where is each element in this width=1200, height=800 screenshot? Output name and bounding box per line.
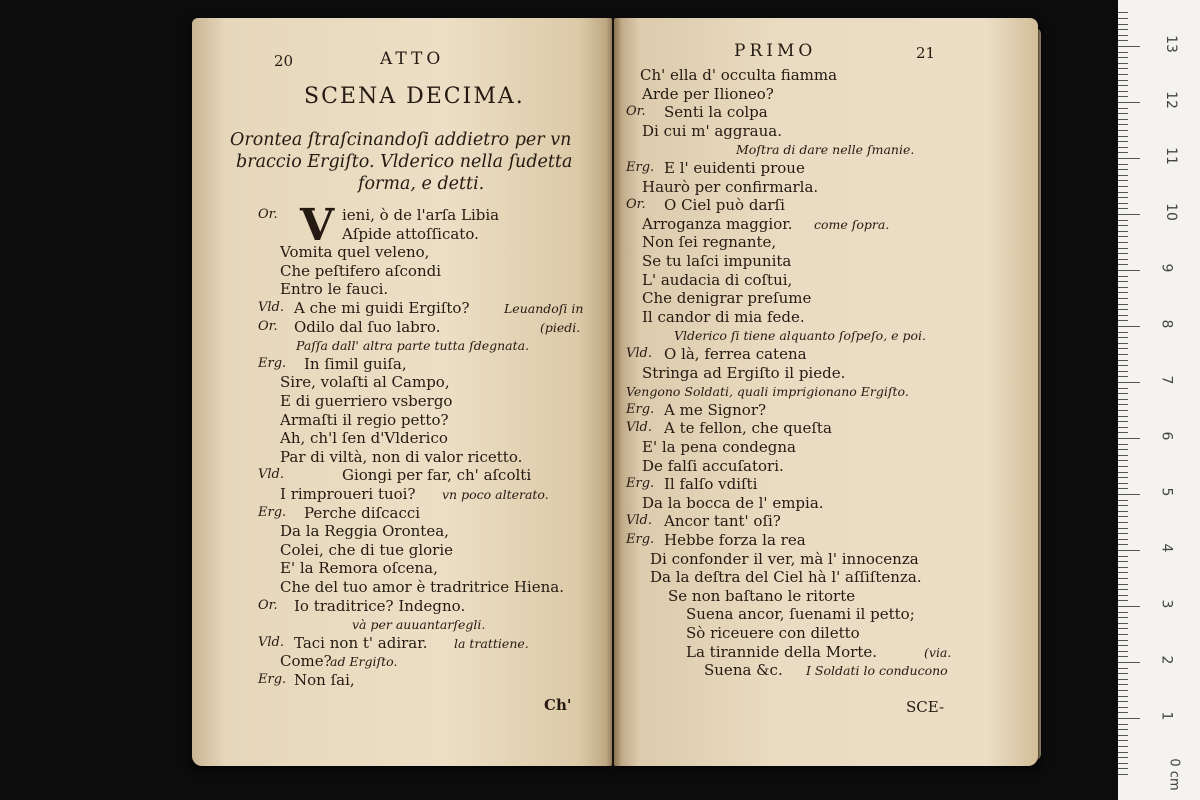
- rubric-line: braccio Ergiſto. Vlderico nella ſudetta: [236, 152, 573, 172]
- open-book: [192, 18, 1040, 766]
- ruler-number: 1: [1158, 711, 1175, 721]
- ruler-minor-tick: [1118, 684, 1128, 685]
- ruler-minor-tick: [1118, 466, 1128, 467]
- ruler-number: 9: [1158, 263, 1175, 273]
- ruler-minor-tick: [1118, 192, 1128, 193]
- speaker-label: Vld.: [258, 467, 284, 483]
- verse-line: Aſpide attoſſicato.: [342, 224, 479, 243]
- drop-cap: V: [300, 200, 335, 251]
- ruler-minor-tick: [1118, 768, 1128, 769]
- page-number-left: 20: [274, 52, 294, 70]
- speaker-label: Or.: [258, 318, 278, 334]
- stage-direction: và per auuantarſegli.: [352, 617, 486, 633]
- ruler-unit-label: 0 cm: [1166, 758, 1182, 791]
- verse-line: A te fellon, che queſta: [664, 419, 832, 438]
- verse-line: La tirannide della Morte.: [686, 642, 877, 661]
- verse-line: Suena ancor, ſuenami il petto;: [686, 605, 915, 624]
- ruler-minor-tick: [1118, 421, 1128, 422]
- ruler-minor-tick: [1118, 343, 1128, 344]
- verse-line: Il falſo vdiſti: [664, 475, 758, 494]
- verse-line: Hebbe forza la rea: [664, 531, 806, 549]
- verse-line: Da la deſtra del Ciel hà l' aſſiſtenza.: [650, 568, 922, 587]
- ruler-minor-tick: [1118, 102, 1128, 103]
- ruler-minor-tick: [1118, 606, 1128, 607]
- ruler-minor-tick: [1118, 410, 1128, 411]
- ruler-number: 7: [1158, 375, 1175, 385]
- ruler-number: 13: [1162, 35, 1179, 53]
- verse-line: Arde per Ilioneo?: [642, 84, 774, 103]
- ruler-minor-tick: [1118, 656, 1128, 657]
- speaker-label: Or.: [258, 597, 278, 613]
- ruler-minor-tick: [1118, 640, 1128, 641]
- ruler-minor-tick: [1118, 337, 1128, 338]
- verse-line: A me Signor?: [664, 400, 767, 419]
- ruler-minor-tick: [1118, 651, 1128, 652]
- ruler-minor-tick: [1118, 276, 1128, 277]
- ruler-minor-tick: [1118, 214, 1128, 215]
- page-number-right: 21: [916, 44, 936, 62]
- ruler-minor-tick: [1118, 494, 1128, 495]
- ruler-minor-tick: [1118, 634, 1128, 635]
- ruler-minor-tick: [1118, 589, 1128, 590]
- catchword-right: SCE-: [906, 698, 945, 716]
- ruler-minor-tick: [1118, 690, 1128, 691]
- ruler-minor-tick: [1118, 96, 1128, 97]
- verse-line: Ch' ella d' occulta fiamma: [640, 66, 838, 84]
- ruler-minor-tick: [1118, 270, 1128, 271]
- ruler-number: 12: [1162, 91, 1179, 109]
- catchword-left: Ch': [544, 696, 572, 714]
- ruler-minor-tick: [1118, 108, 1128, 109]
- running-head-left: ATTO: [380, 49, 445, 69]
- ruler-minor-tick: [1118, 225, 1128, 226]
- ruler-number: 5: [1158, 487, 1175, 497]
- ruler-minor-tick: [1118, 757, 1128, 758]
- verse-line: Colei, che di tue glorie: [280, 540, 453, 559]
- ruler-minor-tick: [1118, 516, 1128, 517]
- ruler-minor-tick: [1118, 544, 1128, 545]
- ruler-minor-tick: [1118, 388, 1128, 389]
- speaker-label: Erg.: [626, 476, 655, 492]
- verse-line: Che peſtifero aſcondi: [280, 261, 442, 280]
- ruler-minor-tick: [1118, 371, 1128, 372]
- ruler-minor-tick: [1118, 623, 1128, 624]
- ruler-minor-tick: [1118, 141, 1128, 142]
- speaker-label: Erg.: [626, 160, 655, 175]
- verse-line: De falſi accuſatori.: [642, 456, 784, 475]
- stage-direction: Leuandoſi in: [504, 301, 584, 316]
- verse-line: Da la bocca de l' empia.: [642, 493, 824, 512]
- verse-line: Arroganza maggior.: [642, 214, 793, 233]
- ruler-minor-tick: [1118, 24, 1128, 25]
- ruler-minor-tick: [1118, 528, 1128, 529]
- verse-line: Giongi per far, ch' aſcolti: [342, 466, 532, 485]
- speaker-label: Erg.: [626, 532, 655, 547]
- verse-line: Non ſei regnante,: [642, 233, 777, 252]
- ruler-minor-tick: [1118, 612, 1128, 613]
- ruler-minor-tick: [1118, 416, 1128, 417]
- verse-line: Senti la colpa: [664, 103, 768, 122]
- ruler-minor-tick: [1118, 169, 1128, 170]
- ruler-minor-tick: [1118, 505, 1128, 506]
- ruler-minor-tick: [1118, 556, 1128, 557]
- speaker-label: Or.: [626, 197, 646, 213]
- ruler-minor-tick: [1118, 432, 1128, 433]
- stage-direction: (piedi.: [540, 319, 581, 335]
- speaker-label: Vld.: [258, 300, 284, 315]
- speaker-label: Vld.: [626, 513, 652, 529]
- verse-line: E di guerriero vsbergo: [280, 392, 453, 410]
- ruler-minor-tick: [1118, 253, 1128, 254]
- verse-line: Vomita quel veleno,: [280, 243, 430, 262]
- stage-direction: vn poco alterato.: [442, 487, 549, 502]
- ruler-number: 2: [1158, 655, 1175, 665]
- ruler-minor-tick: [1118, 483, 1128, 484]
- verse-line: Entro le fauci.: [280, 280, 389, 299]
- ruler-minor-tick: [1118, 399, 1128, 400]
- ruler-minor-tick: [1118, 724, 1128, 725]
- ruler-minor-tick: [1118, 696, 1128, 697]
- ruler-number: 4: [1158, 543, 1175, 553]
- ruler-minor-tick: [1118, 729, 1128, 730]
- verse-line: Taci non t' adirar.: [294, 633, 428, 652]
- speaker-label: Vld.: [626, 346, 652, 361]
- verse-line: Se non baſtano le ritorte: [668, 586, 856, 605]
- ruler-minor-tick: [1118, 561, 1128, 562]
- ruler-minor-tick: [1118, 248, 1128, 249]
- ruler-minor-tick: [1118, 326, 1128, 327]
- ruler-minor-tick: [1118, 113, 1128, 114]
- verse-line: Da la Reggia Orontea,: [280, 522, 449, 541]
- ruler-minor-tick: [1118, 29, 1128, 30]
- ruler-minor-tick: [1118, 712, 1128, 713]
- ruler-minor-tick: [1118, 18, 1128, 19]
- ruler-minor-tick: [1118, 740, 1128, 741]
- ruler-minor-tick: [1118, 449, 1128, 450]
- ruler-minor-tick: [1118, 91, 1128, 92]
- ruler-minor-tick: [1118, 348, 1128, 349]
- speaker-label: Vld.: [258, 634, 284, 650]
- verse-line: Sò riceuere con diletto: [686, 624, 860, 642]
- measuring-ruler: [1118, 0, 1200, 800]
- ruler-minor-tick: [1118, 203, 1128, 204]
- ruler-minor-tick: [1118, 332, 1128, 333]
- ruler-minor-tick: [1118, 752, 1128, 753]
- ruler-minor-tick: [1118, 578, 1128, 579]
- verse-line: Perche diſcacci: [304, 503, 421, 522]
- ruler-minor-tick: [1118, 304, 1128, 305]
- ruler-minor-tick: [1118, 572, 1128, 573]
- ruler-minor-tick: [1118, 186, 1128, 187]
- ruler-minor-tick: [1118, 393, 1128, 394]
- ruler-minor-tick: [1118, 522, 1128, 523]
- ruler-minor-tick: [1118, 315, 1128, 316]
- verse-line: Io traditrice? Indegno.: [294, 596, 466, 615]
- verse-line: Come?: [280, 652, 332, 671]
- ruler-number: 10: [1162, 203, 1179, 221]
- ruler-minor-tick: [1118, 309, 1128, 310]
- speaker-label: Vld.: [626, 420, 652, 436]
- ruler-minor-tick: [1118, 427, 1128, 428]
- ruler-minor-tick: [1118, 287, 1128, 288]
- stage-direction: Vlderico ſi tiene alquanto ſoſpeſo, e poi.: [674, 328, 927, 344]
- ruler-minor-tick: [1118, 152, 1128, 153]
- verse-line: Stringa ad Ergiſto il piede.: [642, 363, 846, 382]
- ruler-minor-tick: [1118, 119, 1128, 120]
- ruler-minor-tick: [1118, 404, 1128, 405]
- ruler-minor-tick: [1118, 158, 1128, 159]
- ruler-minor-tick: [1118, 281, 1128, 282]
- verse-line: Haurò per confirmarla.: [642, 177, 819, 196]
- ruler-minor-tick: [1118, 718, 1128, 719]
- ruler-minor-tick: [1118, 500, 1128, 501]
- speaker-label: Erg.: [258, 355, 287, 371]
- verse-line: Armaſti il regio petto?: [280, 410, 449, 429]
- ruler-minor-tick: [1118, 746, 1128, 747]
- ruler-minor-tick: [1118, 35, 1128, 36]
- ruler-minor-tick: [1118, 662, 1128, 663]
- speaker-label: Or.: [626, 104, 646, 120]
- ruler-minor-tick: [1118, 472, 1128, 473]
- left-page: [192, 18, 612, 766]
- ruler-minor-tick: [1118, 595, 1128, 596]
- ruler-minor-tick: [1118, 264, 1128, 265]
- verse-line: Non ſai,: [294, 671, 355, 689]
- ruler-minor-tick: [1118, 208, 1128, 209]
- ruler-minor-tick: [1118, 259, 1128, 260]
- ruler-minor-tick: [1118, 511, 1128, 512]
- ruler-minor-tick: [1118, 320, 1128, 321]
- ruler-minor-tick: [1118, 85, 1128, 86]
- verse-line: E' la pena condegna: [642, 438, 796, 456]
- stage-direction: I Soldati lo conducono: [806, 663, 948, 679]
- speaker-label: Or.: [258, 207, 278, 222]
- ruler-minor-tick: [1118, 220, 1128, 221]
- ruler-minor-tick: [1118, 376, 1128, 377]
- verse-line: In ſimil guiſa,: [304, 354, 407, 373]
- ruler-minor-tick: [1118, 584, 1128, 585]
- ruler-minor-tick: [1118, 628, 1128, 629]
- ruler-minor-tick: [1118, 735, 1128, 736]
- ruler-minor-tick: [1118, 477, 1128, 478]
- ruler-minor-tick: [1118, 455, 1128, 456]
- verse-line: Odilo dal ſuo labro.: [294, 317, 441, 336]
- ruler-minor-tick: [1118, 242, 1128, 243]
- ruler-minor-tick: [1118, 365, 1128, 366]
- ruler-minor-tick: [1118, 673, 1128, 674]
- ruler-minor-tick: [1118, 360, 1128, 361]
- ruler-minor-tick: [1118, 382, 1128, 383]
- ruler-minor-tick: [1118, 444, 1128, 445]
- ruler-minor-tick: [1118, 40, 1128, 41]
- ruler-minor-tick: [1118, 12, 1128, 13]
- verse-line: Par di viltà, non di valor ricetto.: [280, 447, 523, 466]
- ruler-number: 6: [1158, 431, 1175, 441]
- verse-line: I rimproueri tuoi?: [280, 485, 416, 503]
- ruler-minor-tick: [1118, 539, 1128, 540]
- ruler-minor-tick: [1118, 74, 1128, 75]
- speaker-label: Erg.: [258, 504, 287, 520]
- ruler-minor-tick: [1118, 236, 1128, 237]
- ruler-minor-tick: [1118, 460, 1128, 461]
- stage-direction: Paſſa dall' altra parte tutta ſdegnata.: [296, 338, 530, 354]
- ruler-minor-tick: [1118, 46, 1128, 47]
- verse-line: E' la Remora oſcena,: [280, 559, 438, 578]
- ruler-minor-tick: [1118, 57, 1128, 58]
- ruler-minor-tick: [1118, 567, 1128, 568]
- ruler-minor-tick: [1118, 68, 1128, 69]
- ruler-minor-tick: [1118, 488, 1128, 489]
- ruler-minor-tick: [1118, 354, 1128, 355]
- ruler-minor-tick: [1118, 124, 1128, 125]
- ruler-minor-tick: [1118, 533, 1128, 534]
- verse-line: Di confonder il ver, mà l' innocenza: [650, 549, 919, 568]
- speaker-label: Erg.: [626, 401, 655, 417]
- ruler-minor-tick: [1118, 63, 1128, 64]
- verse-line: Ah, ch'l ſen d'Vlderico: [280, 429, 448, 448]
- verse-line: Sire, volaſti al Campo,: [280, 373, 450, 392]
- stage-direction: come ſopra.: [814, 216, 890, 232]
- ruler-minor-tick: [1118, 147, 1128, 148]
- ruler-minor-tick: [1118, 707, 1128, 708]
- ruler-minor-tick: [1118, 175, 1128, 176]
- ruler-minor-tick: [1118, 136, 1128, 137]
- speaker-label: Erg.: [258, 672, 287, 687]
- stage-direction: Vengono Soldati, quali imprigionano Ergiſto.: [626, 384, 909, 400]
- stage-direction: (via.: [924, 644, 952, 660]
- ruler-minor-tick: [1118, 668, 1128, 669]
- verse-line: Suena &c.: [704, 661, 783, 680]
- verse-line: O là, ferrea catena: [664, 345, 807, 363]
- ruler-minor-tick: [1118, 679, 1128, 680]
- scene-title: SCENA DECIMA.: [304, 84, 525, 109]
- verse-line: Che del tuo amor è tradritrice Hiena.: [280, 578, 564, 596]
- ruler-minor-tick: [1118, 164, 1128, 165]
- verse-line: Di cui m' aggraua.: [642, 121, 782, 140]
- verse-line: E l' euidenti proue: [664, 159, 805, 177]
- ruler-minor-tick: [1118, 52, 1128, 53]
- verse-line: Se tu laſci impunita: [642, 252, 792, 270]
- ruler-minor-tick: [1118, 600, 1128, 601]
- verse-line: O Ciel può darſi: [664, 196, 785, 215]
- ruler-number: 8: [1158, 319, 1175, 329]
- ruler-number: 3: [1158, 599, 1175, 609]
- ruler-minor-tick: [1118, 550, 1128, 551]
- ruler-minor-tick: [1118, 774, 1128, 775]
- verse-line: Che denigrar preſume: [642, 289, 812, 308]
- ruler-number: 11: [1162, 147, 1179, 165]
- ruler-minor-tick: [1118, 701, 1128, 702]
- ruler-minor-tick: [1118, 617, 1128, 618]
- right-page: [614, 18, 1038, 766]
- ruler-minor-tick: [1118, 292, 1128, 293]
- ruler-minor-tick: [1118, 197, 1128, 198]
- stage-direction: ad Ergiſto.: [330, 654, 398, 670]
- verse-line: ieni, ò de l'arſa Libia: [342, 206, 500, 224]
- ruler-minor-tick: [1118, 130, 1128, 131]
- ruler-minor-tick: [1118, 298, 1128, 299]
- running-head-right: PRIMO: [734, 41, 817, 61]
- ruler-minor-tick: [1118, 438, 1128, 439]
- ruler-minor-tick: [1118, 763, 1128, 764]
- verse-line: Il candor di mia fede.: [642, 307, 805, 326]
- ruler-minor-tick: [1118, 231, 1128, 232]
- gutter-shadow: [606, 18, 622, 766]
- ruler-minor-tick: [1118, 645, 1128, 646]
- verse-line: Ancor tant' oſi?: [664, 512, 781, 531]
- stage-direction: Moſtra di dare nelle ſmanie.: [736, 142, 915, 158]
- rubric-line: Orontea ſtraſcinandoſi addietro per vn: [230, 130, 572, 150]
- verse-line: A che mi guidi Ergiſto?: [294, 299, 470, 317]
- ruler-minor-tick: [1118, 180, 1128, 181]
- stage-direction: la trattiene.: [454, 635, 529, 651]
- rubric-line: forma, e detti.: [358, 174, 485, 194]
- ruler-minor-tick: [1118, 80, 1128, 81]
- verse-line: L' audacia di coſtui,: [642, 270, 793, 289]
